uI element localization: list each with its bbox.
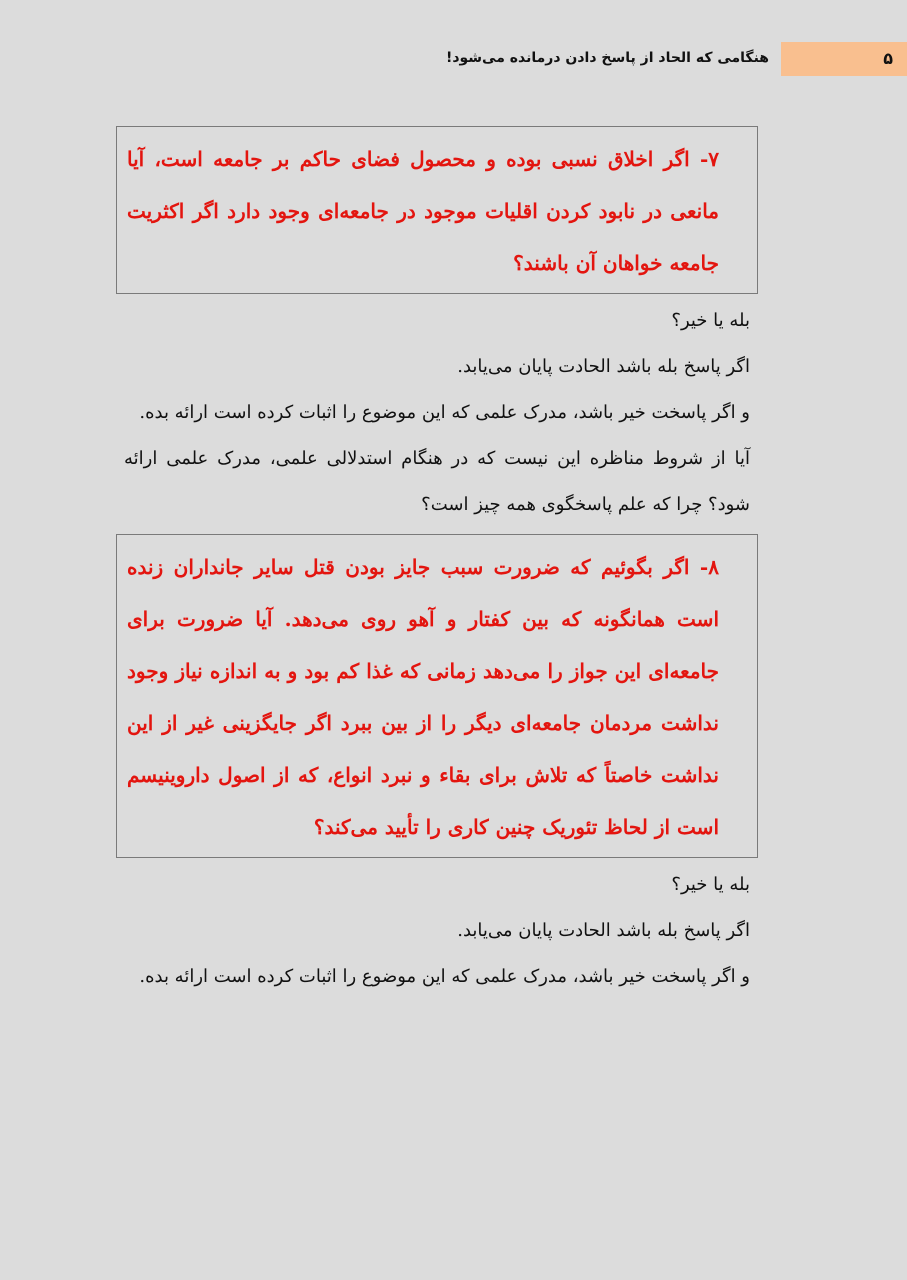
question-section-8 [116, 534, 758, 1006]
answer-block [116, 858, 758, 1006]
running-title: هنگامی که الحاد از پاسخ دادن درمانده می‌شود! [445, 50, 769, 66]
question-box: ۸- اگر بگوئیم که ضرورت سبب جایز بودن قتل سایر جانداران زنده است همانگونه که بین کفتار و آهو روی می‌دهد. آیا ضرورت برای جامعه‌ای این جواز را می‌دهد زمانی که غذا کم بود و به اندازه نیاز وجود نداشت مردمان جامعه‌ای دیگر را از بین ببرد اگر جایگزینی غیر از این نداشت خاصتاً که تلاش برای بقاء و نبرد انواع، که از اصول داروینیسم است از لحاظ تئوریک چنین کاری را تأیید می‌کند؟ [116, 534, 758, 858]
question-section-7 [116, 126, 758, 534]
question-box: ۷- اگر اخلاق نسبی بوده و محصول فضای حاکم بر جامعه است، آیا مانعی در نابود کردن اقلیات موجود در جامعه‌ای وجود دارد اگر اکثریت جامعه خواهان آن باشند؟ [116, 126, 758, 294]
answer-block [116, 294, 758, 534]
answer-paragraph: بله یا خیر؟ [671, 874, 750, 895]
answer-paragraph: اگر پاسخ بله باشد الحادت پایان می‌یابد. [457, 920, 750, 941]
answer-paragraph: آیا از شروط مناظره این نیست که در هنگام استدلالی علمی، مدرک علمی ارائه شود؟ چرا که علم پاسخگوی همه چیز است؟ [124, 448, 750, 515]
answer-paragraph: و اگر پاسخت خیر باشد، مدرک علمی که این موضوع را اثبات کرده است ارائه بده. [139, 966, 750, 987]
answer-paragraph: بله یا خیر؟ [671, 310, 750, 331]
page-header [0, 42, 907, 76]
answer-paragraph: و اگر پاسخت خیر باشد، مدرک علمی که این موضوع را اثبات کرده است ارائه بده. [139, 402, 750, 423]
page-content [116, 126, 758, 1006]
answer-paragraph: اگر پاسخ بله باشد الحادت پایان می‌یابد. [457, 356, 750, 377]
page-number: ۵ [781, 42, 907, 76]
